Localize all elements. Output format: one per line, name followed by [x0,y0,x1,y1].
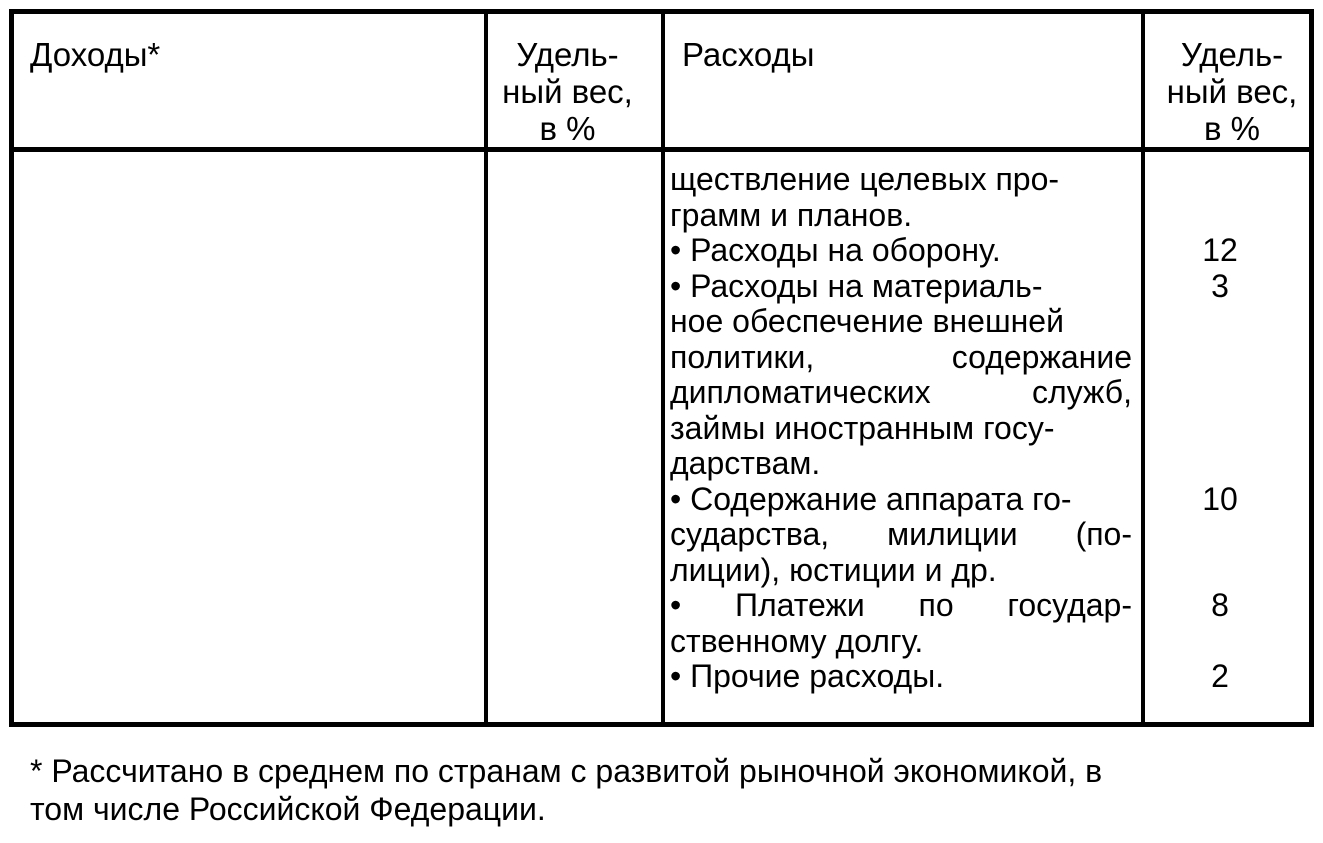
expense-line: политики, содержание [670,338,1132,375]
expense-line: займы иностранным госу- [670,409,1055,446]
expenses-list [670,162,1132,695]
expense-line: ществление целевых про- [670,161,1060,197]
header-expense-weight [1150,36,1314,147]
expense-weight-value: 10 [1202,480,1238,517]
header-income-weight-line: Удель- [516,36,619,73]
column-divider-1 [484,14,488,722]
expense-line: дипломатических служб, [670,374,1132,410]
expense-weight-value: 2 [1211,658,1229,694]
expense-line: дарствам. [670,445,821,481]
expense-line: ственному долгу. [670,622,924,659]
expense-line: • Расходы на материаль- [670,267,1043,304]
expense-line: • Содержание аппарата го- [670,480,1072,517]
footnote [30,752,1320,828]
expense-weight-value: 8 [1211,587,1229,623]
expense-line: грамм и планов. [670,196,913,233]
header-income-weight-line: ный вес, [502,73,633,110]
header-expenses: Расходы [682,36,815,73]
expense-line: • Прочие расходы. [670,658,945,694]
expense-line: • Платежи по государ- [670,587,1132,623]
column-divider-2 [661,14,665,722]
expense-line: • Расходы на оборону. [670,232,1001,268]
header-divider [14,147,1309,152]
header-income: Доходы* [30,36,161,73]
expense-weight-value: 3 [1211,267,1229,304]
header-expense-weight-line: в % [1203,110,1261,147]
footnote-line: * Рассчитано в среднем по странам с развитой рыночной экономикой, в [30,753,1103,789]
header-expense-weight-line: Удель- [1180,36,1284,73]
header-income-weight [490,36,645,147]
expense-weight-value: 12 [1202,232,1238,268]
header-expense-weight-line: ный вес, [1166,73,1298,110]
header-income-weight-line: в % [539,110,596,147]
expense-line: лиции), юстиции и др. [670,551,997,588]
footnote-line: том числе Российской Федерации. [30,791,546,827]
expense-line: ное обеспечение внешней [670,303,1064,339]
expense-line: сударства, милиции (по- [670,516,1132,552]
